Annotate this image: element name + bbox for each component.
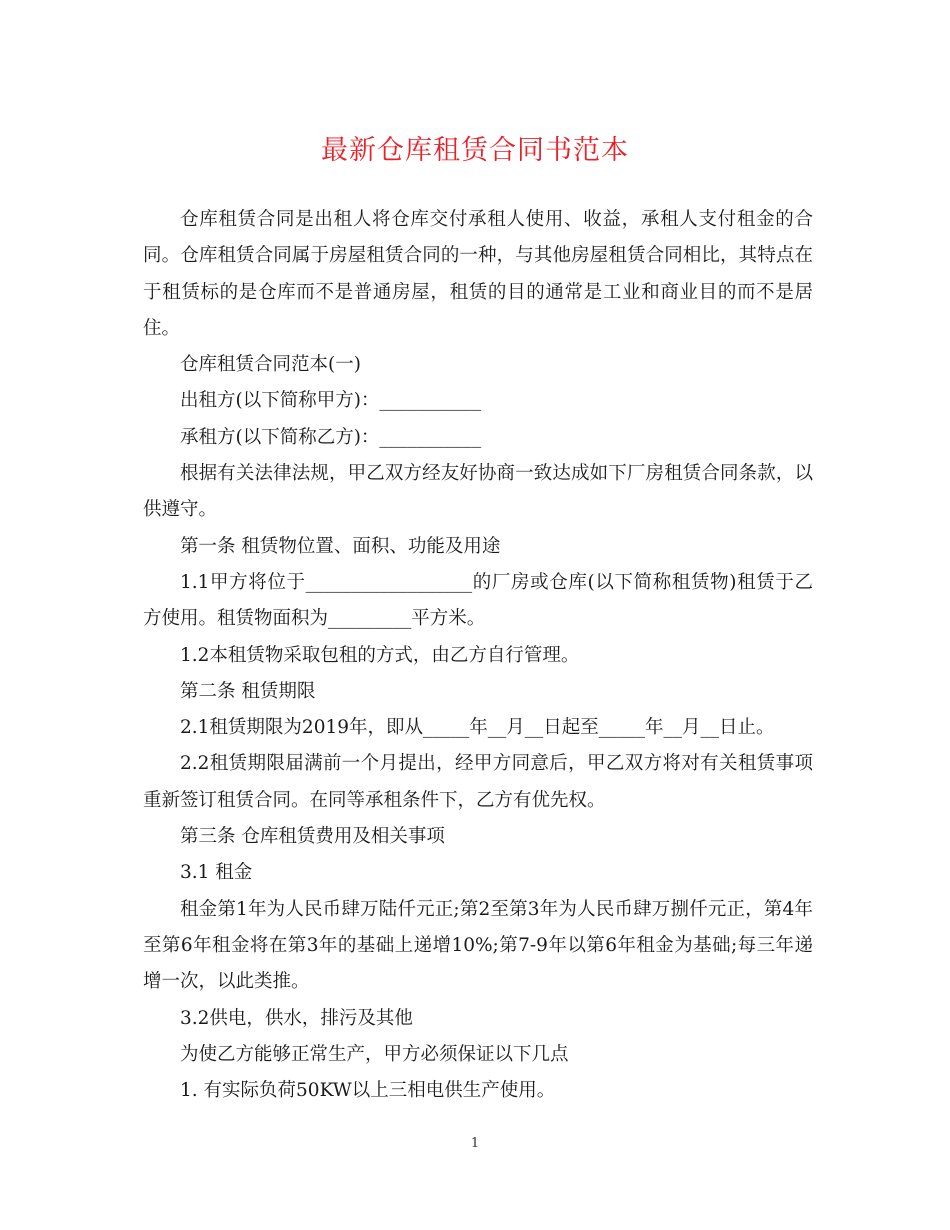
- article-1-heading: 第一条 租赁物位置、面积、功能及用途: [180, 535, 501, 557]
- clause-3-2-item-1: 1. 有实际负荷50KW以上三相电供生产使用。: [180, 1080, 556, 1102]
- clause-2-1: 2.1租赁期限为2019年，即从_____年__月__日起至_____年__月__日止。: [180, 717, 775, 739]
- paragraph-agreement: 根据有关法律法规，甲乙双方经友好协商一致达成如下厂房租赁合同条款，以供遵守。: [143, 463, 813, 521]
- paragraph-template-heading: 仓库租赁合同范本(一): [180, 354, 361, 376]
- clause-3-1-rent: 租金第1年为人民币肆万陆仟元正;第2至第3年为人民币肆万捌仟元正，第4年至第6年租金将在第3年的基础上递增10%;第7-9年以第6年租金为基础;每三年递增一次，以此类推。: [143, 898, 813, 993]
- article-3-heading: 第三条 仓库租赁费用及相关事项: [180, 826, 445, 848]
- paragraph-lessor: 出租方(以下简称甲方)：___________: [180, 390, 482, 412]
- clause-3-2-heading: 3.2供电，供水，排污及其他: [180, 1007, 413, 1029]
- paragraph-intro: 仓库租赁合同是出租人将仓库交付承租人使用、收益，承租人支付租金的合同。仓库租赁合同属于房屋租赁合同的一种，与其他房屋租赁合同相比，其特点在于租赁标的是仓库而不是普通房屋，租赁的目的通常是工业和商业目的而不是居住。: [143, 209, 813, 339]
- clause-3-2-intro: 为使乙方能够正常生产，甲方必须保证以下几点: [180, 1043, 569, 1065]
- clause-1-2: 1.2本租赁物采取包租的方式，由乙方自行管理。: [180, 644, 580, 666]
- clause-1-1: 1.1甲方将位于__________________的厂房或仓库(以下简称租赁物)租赁于乙方使用。租赁物面积为_________平方米。: [143, 571, 813, 630]
- article-2-heading: 第二条 租赁期限: [180, 680, 316, 702]
- page-number: 1: [470, 1136, 480, 1151]
- document-body: [143, 202, 813, 1109]
- clause-2-2: 2.2租赁期限届满前一个月提出，经甲方同意后，甲乙双方将对有关租赁事项重新签订租赁合同。在同等承租条件下，乙方有优先权。: [143, 753, 813, 811]
- paragraph-lessee: 承租方(以下简称乙方)：___________: [180, 426, 482, 448]
- document-title: 最新仓库租赁合同书范本: [321, 135, 629, 166]
- clause-3-1-heading: 3.1 租金: [180, 862, 253, 884]
